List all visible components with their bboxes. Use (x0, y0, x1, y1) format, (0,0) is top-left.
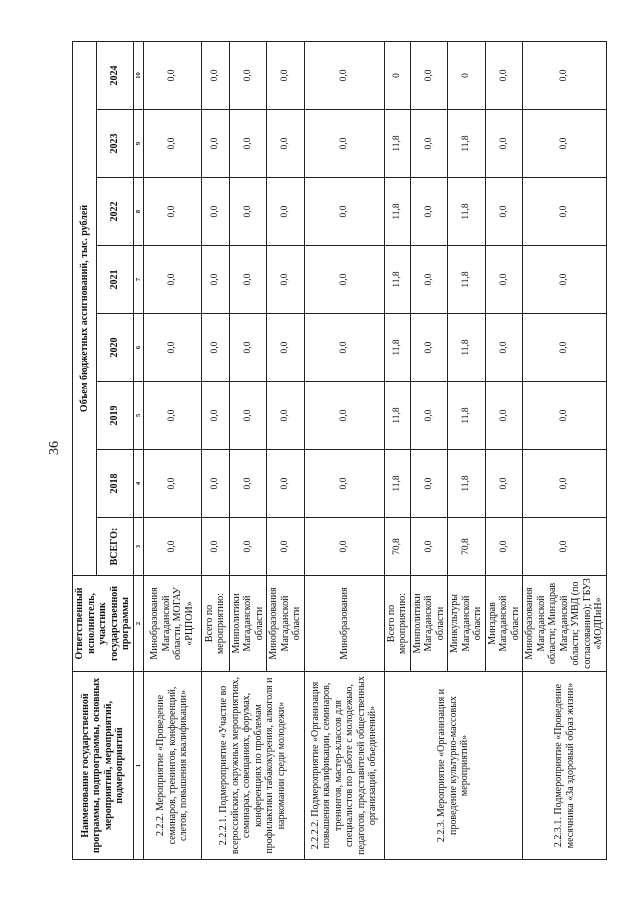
row-value: 0,0 (485, 110, 523, 178)
row-value: 0,0 (267, 314, 305, 382)
row-value: 11,8 (448, 314, 486, 382)
row-value: 0,0 (304, 450, 384, 518)
row-value: 0,0 (201, 41, 229, 109)
row-value: 0,0 (267, 450, 305, 518)
page-number: 36 (47, 441, 62, 455)
row-value: 0,0 (485, 314, 523, 382)
row-value: 0,0 (143, 450, 201, 518)
row-value: 0,0 (410, 314, 448, 382)
row-name: 2.2.3.1. Подмероприятие «Проведение месячника «За здоровый образ жизни» (523, 672, 607, 860)
row-value: 11,8 (384, 110, 410, 178)
column-number: 1 (133, 672, 143, 860)
row-value: 0,0 (267, 382, 305, 450)
row-responsible: Всего по мероприятию: (201, 576, 229, 672)
column-number: 3 (133, 518, 143, 576)
row-total: 0,0 (410, 518, 448, 576)
row-value: 0,0 (267, 110, 305, 178)
row-responsible: Минздрав Магаданской области (485, 576, 523, 672)
header-year: 2019 (96, 382, 133, 450)
row-total: 0,0 (229, 518, 267, 576)
row-value: 11,8 (448, 382, 486, 450)
row-value: 0,0 (143, 178, 201, 246)
row-value: 0,0 (410, 246, 448, 314)
column-number: 6 (133, 314, 143, 382)
header-name: Наименование государственной программы, подпрограммы, основных мероприятий, мероприятий, подмероприятий (73, 672, 134, 860)
row-total: 0,0 (267, 518, 305, 576)
row-total: 0,0 (485, 518, 523, 576)
row-value: 0,0 (523, 382, 607, 450)
budget-table-sheet (72, 42, 605, 860)
header-year: 2021 (96, 246, 133, 314)
row-value: 0,0 (229, 246, 267, 314)
row-responsible: Минобразования Магаданской области (267, 576, 305, 672)
row-value: 11,8 (384, 450, 410, 518)
row-value: 0,0 (229, 110, 267, 178)
row-responsible: Минобразования Магаданской области; Минздрав Магаданской области; УМВД (по согласованию); ГБУЗ «МОДПиН» (523, 576, 607, 672)
row-responsible: Минобразования Магаданской области, МОГАУ «РЦПОИ» (143, 576, 201, 672)
row-responsible: Минкультуры Магаданской области (448, 576, 486, 672)
row-value: 11,8 (448, 246, 486, 314)
row-name: 2.2.2.1. Подмероприятие «Участие во всероссийских, окружных мероприятиях, семинарах, совещаниях, форумах, конференциях по проблемам профилактики табакокурения, алкоголя и наркомании среди молодежи» (201, 672, 304, 860)
row-value: 11,8 (384, 382, 410, 450)
row-value: 0,0 (410, 41, 448, 109)
header-year: 2023 (96, 110, 133, 178)
row-value: 0,0 (410, 178, 448, 246)
row-value: 0,0 (410, 450, 448, 518)
row-value: 0,0 (485, 41, 523, 109)
row-value: 0,0 (410, 382, 448, 450)
row-value: 0,0 (523, 246, 607, 314)
row-name: 2.2.2.2. Подмероприятие «Организация повышения квалификации, семинаров, тренингов, мастер-классов для специалистов по работе с молодежью, педагогов, представителей общественных организаций, объединений» (304, 672, 384, 860)
column-number: 5 (133, 382, 143, 450)
row-value: 0,0 (201, 382, 229, 450)
row-value: 11,8 (384, 246, 410, 314)
row-value: 0,0 (485, 178, 523, 246)
row-value: 0,0 (201, 246, 229, 314)
row-value: 0,0 (304, 41, 384, 109)
row-name: 2.2.2. Мероприятие «Проведение семинаров, тренингов, конференций, слетов, повышения квалификации» (143, 672, 201, 860)
row-name: 2.2.3. Мероприятие «Организация и проведение культурно-массовых мероприятий» (384, 672, 523, 860)
row-value: 11,8 (448, 110, 486, 178)
column-number: 8 (133, 178, 143, 246)
row-responsible: Минобразования (304, 576, 384, 672)
row-value: 0,0 (523, 314, 607, 382)
row-total: 0,0 (304, 518, 384, 576)
row-value: 0,0 (267, 41, 305, 109)
row-value: 0,0 (523, 41, 607, 109)
row-value: 0,0 (304, 246, 384, 314)
row-value: 0,0 (485, 246, 523, 314)
column-number: 4 (133, 450, 143, 518)
column-number: 2 (133, 576, 143, 672)
row-responsible: Минполитики Магаданской области (229, 576, 267, 672)
row-value: 11,8 (384, 178, 410, 246)
row-value: 0 (448, 41, 486, 109)
row-total: 70,8 (384, 518, 410, 576)
row-value: 0,0 (143, 314, 201, 382)
row-value: 0,0 (143, 110, 201, 178)
row-value: 0,0 (410, 110, 448, 178)
row-value: 0,0 (143, 41, 201, 109)
page-rotor (72, 42, 605, 860)
header-year: 2022 (96, 178, 133, 246)
row-value: 0,0 (229, 382, 267, 450)
column-number: 9 (133, 110, 143, 178)
row-value: 0,0 (267, 178, 305, 246)
table-row (143, 41, 201, 859)
row-value: 0,0 (523, 178, 607, 246)
row-responsible: Минполитики Магаданской области (410, 576, 448, 672)
header-year: 2018 (96, 450, 133, 518)
header-budget-title: Объем бюджетных ассигнований, тыс. рублей (73, 41, 97, 575)
header-year: 2020 (96, 314, 133, 382)
row-value: 0,0 (523, 110, 607, 178)
row-responsible: Всего по мероприятию: (384, 576, 410, 672)
row-value: 0,0 (485, 382, 523, 450)
row-value: 0,0 (143, 246, 201, 314)
row-value: 0,0 (201, 450, 229, 518)
row-value: 0,0 (143, 382, 201, 450)
row-total: 70,8 (448, 518, 486, 576)
column-number: 10 (133, 41, 143, 109)
row-value: 0,0 (229, 41, 267, 109)
table-row (384, 41, 410, 859)
row-value: 0 (384, 41, 410, 109)
row-value: 0,0 (201, 314, 229, 382)
row-value: 0,0 (229, 314, 267, 382)
header-year: 2024 (96, 41, 133, 109)
budget-allocation-table (72, 41, 607, 860)
table-row (201, 41, 229, 859)
row-value: 0,0 (485, 450, 523, 518)
row-total: 0,0 (143, 518, 201, 576)
row-value: 0,0 (229, 450, 267, 518)
row-value: 0,0 (304, 178, 384, 246)
row-value: 11,8 (448, 178, 486, 246)
row-value: 0,0 (304, 382, 384, 450)
table-row (523, 41, 607, 859)
row-value: 0,0 (229, 178, 267, 246)
row-value: 11,8 (448, 450, 486, 518)
row-value: 0,0 (201, 178, 229, 246)
row-value: 11,8 (384, 314, 410, 382)
row-value: 0,0 (267, 246, 305, 314)
row-value: 0,0 (304, 314, 384, 382)
header-responsible: Ответственный исполнитель, участник государственной программы (73, 576, 134, 672)
row-value: 0,0 (523, 450, 607, 518)
header-total: ВСЕГО: (96, 518, 133, 576)
table-row (304, 41, 384, 859)
row-value: 0,0 (201, 110, 229, 178)
row-total: 0,0 (201, 518, 229, 576)
row-value: 0,0 (304, 110, 384, 178)
row-total: 0,0 (523, 518, 607, 576)
column-number: 7 (133, 246, 143, 314)
